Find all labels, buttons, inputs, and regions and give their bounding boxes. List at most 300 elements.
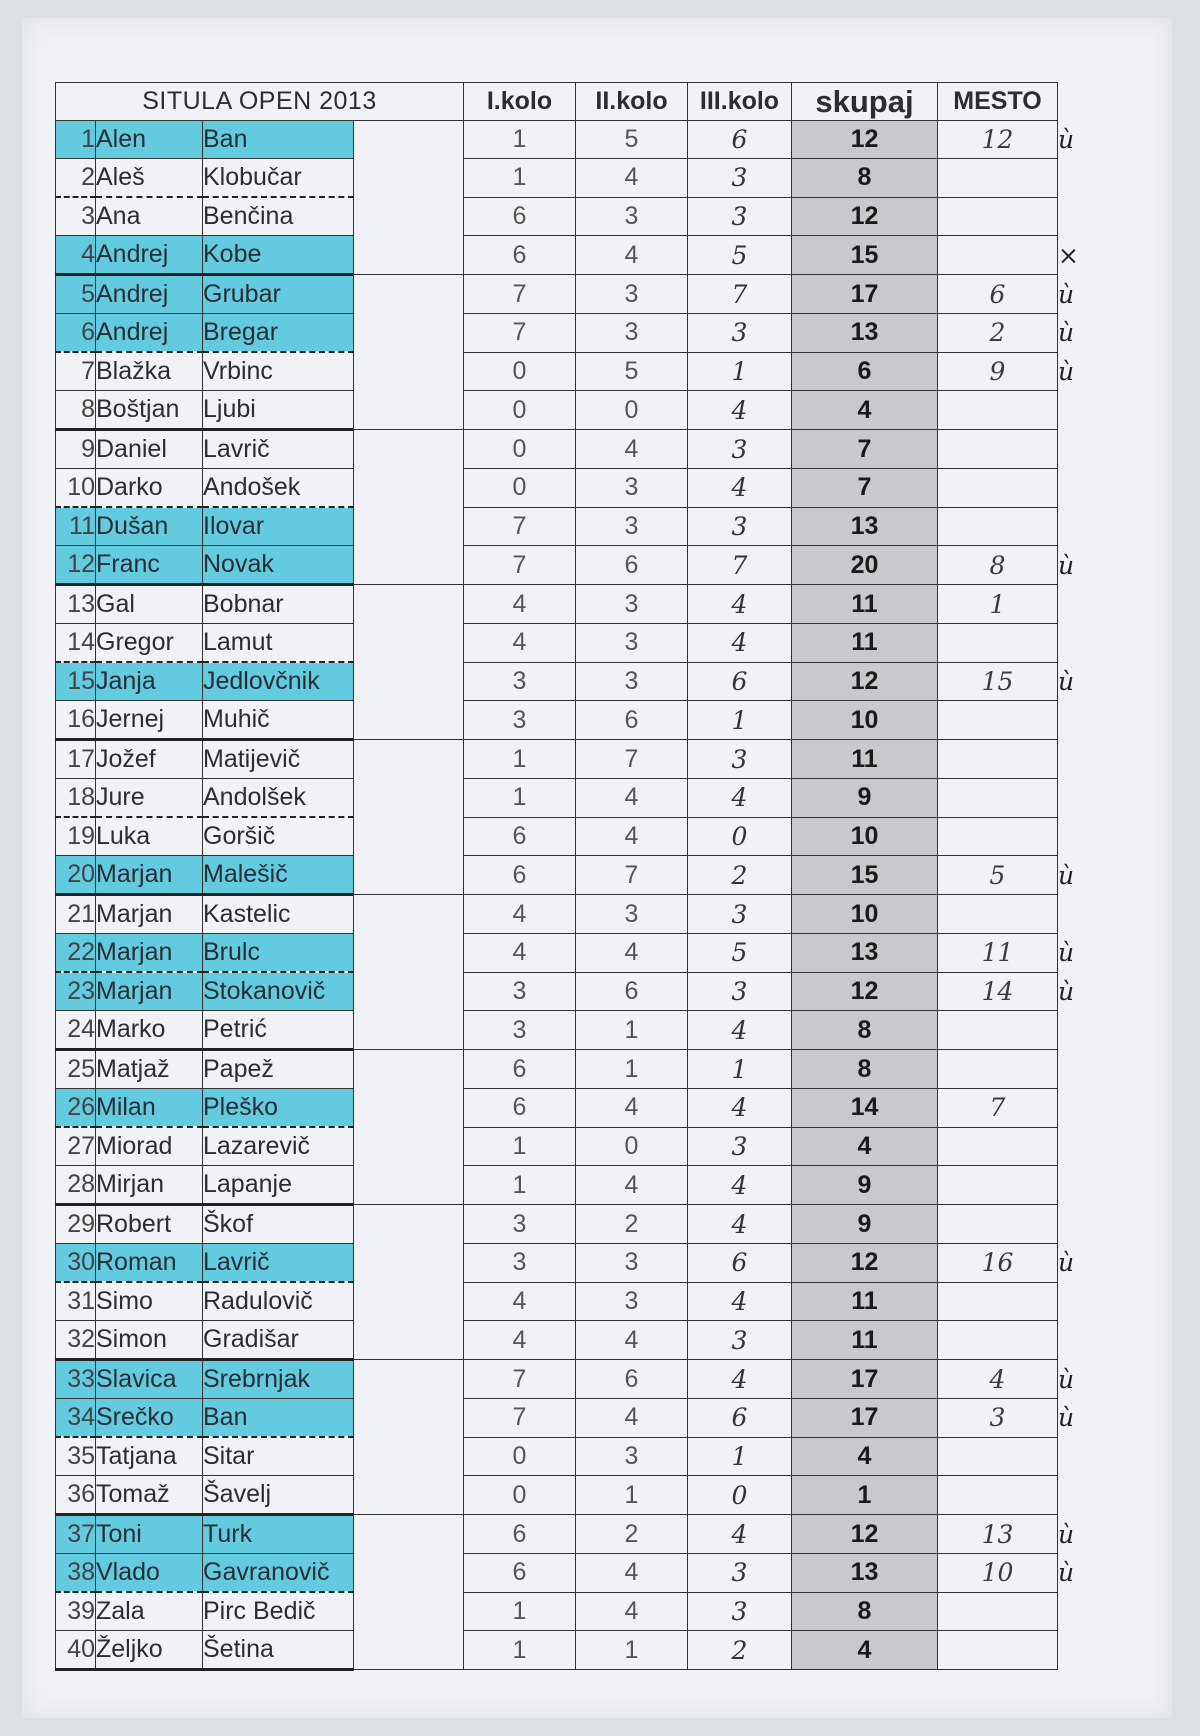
- round-1-score: 6: [464, 817, 576, 856]
- place-value: 5: [938, 856, 1058, 895]
- player-number: 21: [56, 895, 96, 934]
- player-last-name: Kastelic: [203, 895, 354, 934]
- table-row: [56, 469, 1099, 508]
- round-3-score: 1: [688, 1437, 792, 1476]
- player-number: 9: [56, 430, 96, 469]
- round-3-score: 1: [688, 701, 792, 740]
- player-number: 17: [56, 740, 96, 779]
- round-1-score: 4: [464, 585, 576, 624]
- check-mark: [1058, 159, 1099, 198]
- player-first-name: Gregor: [96, 624, 203, 663]
- player-last-name: Andošek: [203, 469, 354, 508]
- round-2-score: 5: [576, 121, 688, 159]
- round-1-score: 1: [464, 1166, 576, 1205]
- player-number: 30: [56, 1244, 96, 1283]
- player-last-name: Šetina: [203, 1631, 354, 1670]
- player-last-name: Petrić: [203, 1011, 354, 1050]
- total-score: 13: [792, 1554, 938, 1593]
- player-last-name: Stokanovič: [203, 972, 354, 1011]
- round-2-score: 3: [576, 624, 688, 663]
- total-score: 11: [792, 740, 938, 779]
- table-row: [56, 1050, 1099, 1089]
- total-score: 1: [792, 1476, 938, 1515]
- round-1-score: 1: [464, 740, 576, 779]
- round-1-score: 6: [464, 197, 576, 236]
- round-1-score: 0: [464, 352, 576, 391]
- round-2-score: 7: [576, 740, 688, 779]
- player-number: 27: [56, 1127, 96, 1166]
- round-1-score: 4: [464, 1282, 576, 1321]
- spacer-cell: [354, 1360, 464, 1515]
- round-1-score: 3: [464, 1244, 576, 1283]
- player-number: 19: [56, 817, 96, 856]
- spacer-cell: [354, 121, 464, 275]
- check-mark: [1058, 1050, 1099, 1089]
- round-1-score: 4: [464, 624, 576, 663]
- player-first-name: Blažka: [96, 352, 203, 391]
- player-first-name: Franc: [96, 546, 203, 585]
- place-value: 13: [938, 1515, 1058, 1554]
- player-first-name: Mirjan: [96, 1166, 203, 1205]
- total-score: 8: [792, 1592, 938, 1631]
- player-number: 38: [56, 1554, 96, 1593]
- player-number: 40: [56, 1631, 96, 1670]
- total-score: 13: [792, 934, 938, 973]
- player-number: 8: [56, 391, 96, 430]
- player-last-name: Lapanje: [203, 1166, 354, 1205]
- total-score: 8: [792, 1011, 938, 1050]
- player-first-name: Jožef: [96, 740, 203, 779]
- table-row: [56, 740, 1099, 779]
- total-score: 15: [792, 236, 938, 275]
- place-value: 9: [938, 352, 1058, 391]
- round-3-score: 0: [688, 1476, 792, 1515]
- table-row: [56, 1166, 1099, 1205]
- round-1-score: 1: [464, 1127, 576, 1166]
- total-score: 8: [792, 1050, 938, 1089]
- player-first-name: Andrej: [96, 275, 203, 314]
- table-row: [56, 352, 1099, 391]
- total-score: 17: [792, 1360, 938, 1399]
- table-row: [56, 1089, 1099, 1128]
- table-row: [56, 779, 1099, 818]
- total-score: 11: [792, 624, 938, 663]
- round-2-score: 4: [576, 817, 688, 856]
- total-score: 7: [792, 469, 938, 508]
- player-last-name: Andolšek: [203, 779, 354, 818]
- player-last-name: Goršič: [203, 817, 354, 856]
- player-number: 20: [56, 856, 96, 895]
- player-number: 37: [56, 1515, 96, 1554]
- check-mark: ѝ: [1058, 125, 1075, 154]
- table-row: [56, 391, 1099, 430]
- player-first-name: Alen: [96, 121, 203, 159]
- round-2-score: 4: [576, 236, 688, 275]
- check-mark: [1058, 1321, 1099, 1360]
- table-row: [56, 1321, 1099, 1360]
- round-3-score: 7: [688, 275, 792, 314]
- player-last-name: Radulovič: [203, 1282, 354, 1321]
- round-2-score: 4: [576, 430, 688, 469]
- total-score: 15: [792, 856, 938, 895]
- player-last-name: Škof: [203, 1205, 354, 1244]
- round-2-score: 0: [576, 391, 688, 430]
- table-row: [56, 934, 1099, 973]
- total-score: 4: [792, 1127, 938, 1166]
- player-last-name: Srebrnjak: [203, 1360, 354, 1399]
- check-mark: ѝ: [1058, 550, 1075, 580]
- round-2-score: 6: [576, 972, 688, 1011]
- player-number: 1: [56, 121, 96, 159]
- player-last-name: Papež: [203, 1050, 354, 1089]
- player-number: 5: [56, 275, 96, 314]
- round-1-score: 0: [464, 391, 576, 430]
- table-row: [56, 546, 1099, 585]
- place-value: [938, 624, 1058, 663]
- spacer-cell: [354, 1050, 464, 1205]
- place-value: [938, 1476, 1058, 1515]
- round-3-score: 3: [688, 1592, 792, 1631]
- table-row: [56, 972, 1099, 1011]
- player-first-name: Marjan: [96, 895, 203, 934]
- player-first-name: Robert: [96, 1205, 203, 1244]
- round-1-score: 7: [464, 314, 576, 353]
- place-value: [938, 1321, 1058, 1360]
- table-row: [56, 1554, 1099, 1593]
- check-mark: [1058, 701, 1099, 740]
- table-row: [56, 1205, 1099, 1244]
- check-mark: ѝ: [1058, 666, 1075, 696]
- player-last-name: Ban: [203, 121, 354, 159]
- total-score: 12: [792, 197, 938, 236]
- player-first-name: Aleš: [96, 159, 203, 198]
- check-mark: [1058, 895, 1099, 934]
- place-value: 6: [938, 275, 1058, 314]
- player-first-name: Janja: [96, 662, 203, 701]
- round-1-score: 4: [464, 895, 576, 934]
- player-number: 34: [56, 1399, 96, 1438]
- total-score: 11: [792, 1321, 938, 1360]
- round-3-score: 3: [688, 507, 792, 546]
- round-2-score: 1: [576, 1011, 688, 1050]
- round-1-score: 3: [464, 701, 576, 740]
- check-mark: [1058, 1476, 1099, 1515]
- player-first-name: Andrej: [96, 236, 203, 275]
- round-3-score: 3: [688, 430, 792, 469]
- round-3-score: 0: [688, 817, 792, 856]
- header-place: MESTO: [938, 83, 1058, 121]
- check-mark: [1058, 1127, 1099, 1166]
- player-first-name: Miorad: [96, 1127, 203, 1166]
- round-2-score: 3: [576, 585, 688, 624]
- round-2-score: 4: [576, 1089, 688, 1128]
- round-3-score: 2: [688, 856, 792, 895]
- total-score: 9: [792, 1166, 938, 1205]
- check-mark: ѝ: [1058, 1519, 1075, 1549]
- place-value: [938, 1011, 1058, 1050]
- round-3-score: 1: [688, 352, 792, 391]
- total-score: 17: [792, 275, 938, 314]
- place-value: [938, 1166, 1058, 1205]
- round-1-score: 3: [464, 1205, 576, 1244]
- round-2-score: 1: [576, 1050, 688, 1089]
- player-last-name: Pleško: [203, 1089, 354, 1128]
- player-last-name: Malešič: [203, 856, 354, 895]
- round-2-score: 2: [576, 1515, 688, 1554]
- check-mark: ѝ: [1058, 860, 1075, 890]
- round-3-score: 4: [688, 1089, 792, 1128]
- player-number: 35: [56, 1437, 96, 1476]
- header-round-1: I.kolo: [464, 83, 576, 121]
- round-2-score: 3: [576, 1244, 688, 1283]
- player-first-name: Luka: [96, 817, 203, 856]
- place-value: [938, 1282, 1058, 1321]
- place-value: [938, 1592, 1058, 1631]
- place-value: 11: [938, 934, 1058, 973]
- player-first-name: Simon: [96, 1321, 203, 1360]
- place-value: [938, 1127, 1058, 1166]
- place-value: [938, 391, 1058, 430]
- round-3-score: 3: [688, 972, 792, 1011]
- check-mark: [1058, 1631, 1099, 1670]
- round-3-score: 4: [688, 1166, 792, 1205]
- round-3-score: 4: [688, 1205, 792, 1244]
- round-2-score: 1: [576, 1631, 688, 1670]
- check-mark: [1058, 469, 1099, 508]
- round-1-score: 6: [464, 856, 576, 895]
- player-last-name: Kobe: [203, 236, 354, 275]
- place-value: 10: [938, 1554, 1058, 1593]
- round-3-score: 6: [688, 121, 792, 159]
- player-number: 32: [56, 1321, 96, 1360]
- check-mark: ѝ: [1058, 976, 1075, 1006]
- place-value: [938, 895, 1058, 934]
- round-3-score: 2: [688, 1631, 792, 1670]
- player-first-name: Željko: [96, 1631, 203, 1670]
- round-1-score: 0: [464, 1476, 576, 1515]
- round-2-score: 4: [576, 159, 688, 198]
- player-last-name: Bobnar: [203, 585, 354, 624]
- round-1-score: 3: [464, 662, 576, 701]
- round-3-score: 4: [688, 1360, 792, 1399]
- player-last-name: Lavrič: [203, 430, 354, 469]
- table-row: [56, 236, 1099, 275]
- player-last-name: Lavrič: [203, 1244, 354, 1283]
- place-value: 4: [938, 1360, 1058, 1399]
- round-3-score: 3: [688, 1554, 792, 1593]
- player-last-name: Ilovar: [203, 507, 354, 546]
- table-row: [56, 624, 1099, 663]
- place-value: 8: [938, 546, 1058, 585]
- place-value: 16: [938, 1244, 1058, 1283]
- total-score: 10: [792, 701, 938, 740]
- player-number: 31: [56, 1282, 96, 1321]
- player-first-name: Daniel: [96, 430, 203, 469]
- round-1-score: 1: [464, 1631, 576, 1670]
- check-mark: ѝ: [1058, 356, 1075, 386]
- table-row: [56, 1127, 1099, 1166]
- total-score: 7: [792, 430, 938, 469]
- player-number: 2: [56, 159, 96, 198]
- player-number: 15: [56, 662, 96, 701]
- results-table: [55, 82, 1099, 1671]
- check-mark: [1058, 1089, 1099, 1128]
- check-mark: ѝ: [1058, 1558, 1075, 1588]
- place-value: [938, 740, 1058, 779]
- table-row: [56, 1592, 1099, 1631]
- player-first-name: Tatjana: [96, 1437, 203, 1476]
- round-2-score: 3: [576, 895, 688, 934]
- check-mark: ѝ: [1058, 1248, 1075, 1278]
- player-first-name: Andrej: [96, 314, 203, 353]
- player-first-name: Zala: [96, 1592, 203, 1631]
- round-1-score: 1: [464, 159, 576, 198]
- round-1-score: 7: [464, 546, 576, 585]
- player-last-name: Matijevič: [203, 740, 354, 779]
- round-3-score: 4: [688, 1282, 792, 1321]
- player-last-name: Ljubi: [203, 391, 354, 430]
- table-row: [56, 1244, 1099, 1283]
- player-first-name: Toni: [96, 1515, 203, 1554]
- round-1-score: 1: [464, 779, 576, 818]
- player-number: 11: [56, 507, 96, 546]
- player-first-name: Tomaž: [96, 1476, 203, 1515]
- round-3-score: 3: [688, 197, 792, 236]
- check-mark: ×: [1058, 240, 1079, 270]
- player-number: 13: [56, 585, 96, 624]
- place-value: [938, 1205, 1058, 1244]
- check-mark: [1058, 430, 1099, 469]
- round-3-score: 3: [688, 895, 792, 934]
- check-mark: [1058, 1282, 1099, 1321]
- place-value: 1: [938, 585, 1058, 624]
- player-last-name: Šavelj: [203, 1476, 354, 1515]
- round-2-score: 4: [576, 1399, 688, 1438]
- place-value: [938, 1631, 1058, 1670]
- place-value: 7: [938, 1089, 1058, 1128]
- check-mark: ѝ: [1058, 1403, 1075, 1433]
- check-mark: [1058, 585, 1099, 624]
- player-first-name: Roman: [96, 1244, 203, 1283]
- round-2-score: 3: [576, 507, 688, 546]
- player-last-name: Gavranovič: [203, 1554, 354, 1593]
- player-first-name: Ana: [96, 197, 203, 236]
- table-row: [56, 159, 1099, 198]
- player-first-name: Marko: [96, 1011, 203, 1050]
- place-value: 3: [938, 1399, 1058, 1438]
- total-score: 8: [792, 159, 938, 198]
- round-3-score: 6: [688, 1399, 792, 1438]
- spacer-cell: [354, 1205, 464, 1360]
- player-first-name: Gal: [96, 585, 203, 624]
- player-number: 24: [56, 1011, 96, 1050]
- table-row: [56, 701, 1099, 740]
- round-2-score: 3: [576, 662, 688, 701]
- player-last-name: Jedlovčnik: [203, 662, 354, 701]
- table-row: [56, 1437, 1099, 1476]
- place-value: [938, 507, 1058, 546]
- player-first-name: Jure: [96, 779, 203, 818]
- spacer-cell: [354, 585, 464, 740]
- round-3-score: 3: [688, 1321, 792, 1360]
- place-value: [938, 779, 1058, 818]
- table-row: [56, 1011, 1099, 1050]
- round-2-score: 3: [576, 1282, 688, 1321]
- total-score: 4: [792, 1631, 938, 1670]
- round-3-score: 4: [688, 1011, 792, 1050]
- check-mark: [1058, 1166, 1099, 1205]
- place-value: [938, 159, 1058, 198]
- player-last-name: Ban: [203, 1399, 354, 1438]
- spacer-cell: [354, 740, 464, 895]
- round-1-score: 4: [464, 1321, 576, 1360]
- player-number: 16: [56, 701, 96, 740]
- spacer-cell: [354, 275, 464, 430]
- player-number: 3: [56, 197, 96, 236]
- player-first-name: Milan: [96, 1089, 203, 1128]
- round-2-score: 6: [576, 1360, 688, 1399]
- round-2-score: 4: [576, 934, 688, 973]
- player-last-name: Muhič: [203, 701, 354, 740]
- total-score: 11: [792, 1282, 938, 1321]
- round-1-score: 6: [464, 1515, 576, 1554]
- total-score: 10: [792, 817, 938, 856]
- header-round-3: III.kolo: [688, 83, 792, 121]
- table-row: [56, 121, 1099, 159]
- round-1-score: 3: [464, 972, 576, 1011]
- player-number: 33: [56, 1360, 96, 1399]
- place-value: [938, 236, 1058, 275]
- total-score: 11: [792, 585, 938, 624]
- round-2-score: 3: [576, 197, 688, 236]
- player-number: 28: [56, 1166, 96, 1205]
- check-mark: [1058, 1592, 1099, 1631]
- check-mark: [1058, 817, 1099, 856]
- header-row: [56, 83, 1099, 121]
- player-number: 22: [56, 934, 96, 973]
- player-number: 18: [56, 779, 96, 818]
- round-1-score: 0: [464, 469, 576, 508]
- round-2-score: 3: [576, 1437, 688, 1476]
- spacer-cell: [354, 895, 464, 1050]
- player-number: 39: [56, 1592, 96, 1631]
- round-3-score: 4: [688, 1515, 792, 1554]
- check-mark: ѝ: [1058, 1364, 1075, 1394]
- round-1-score: 3: [464, 1011, 576, 1050]
- player-rows: [56, 121, 1099, 1670]
- player-number: 6: [56, 314, 96, 353]
- header-round-2: II.kolo: [576, 83, 688, 121]
- round-2-score: 4: [576, 779, 688, 818]
- round-3-score: 3: [688, 740, 792, 779]
- player-last-name: Pirc Bedič: [203, 1592, 354, 1631]
- player-first-name: Vlado: [96, 1554, 203, 1593]
- player-last-name: Bregar: [203, 314, 354, 353]
- total-score: 12: [792, 1244, 938, 1283]
- total-score: 12: [792, 972, 938, 1011]
- round-1-score: 7: [464, 1399, 576, 1438]
- round-2-score: 0: [576, 1127, 688, 1166]
- place-value: 12: [938, 121, 1058, 159]
- check-mark: [1058, 1011, 1099, 1050]
- player-last-name: Grubar: [203, 275, 354, 314]
- round-1-score: 1: [464, 121, 576, 159]
- total-score: 12: [792, 1515, 938, 1554]
- round-1-score: 6: [464, 236, 576, 275]
- place-value: 2: [938, 314, 1058, 353]
- player-first-name: Marjan: [96, 934, 203, 973]
- round-3-score: 6: [688, 1244, 792, 1283]
